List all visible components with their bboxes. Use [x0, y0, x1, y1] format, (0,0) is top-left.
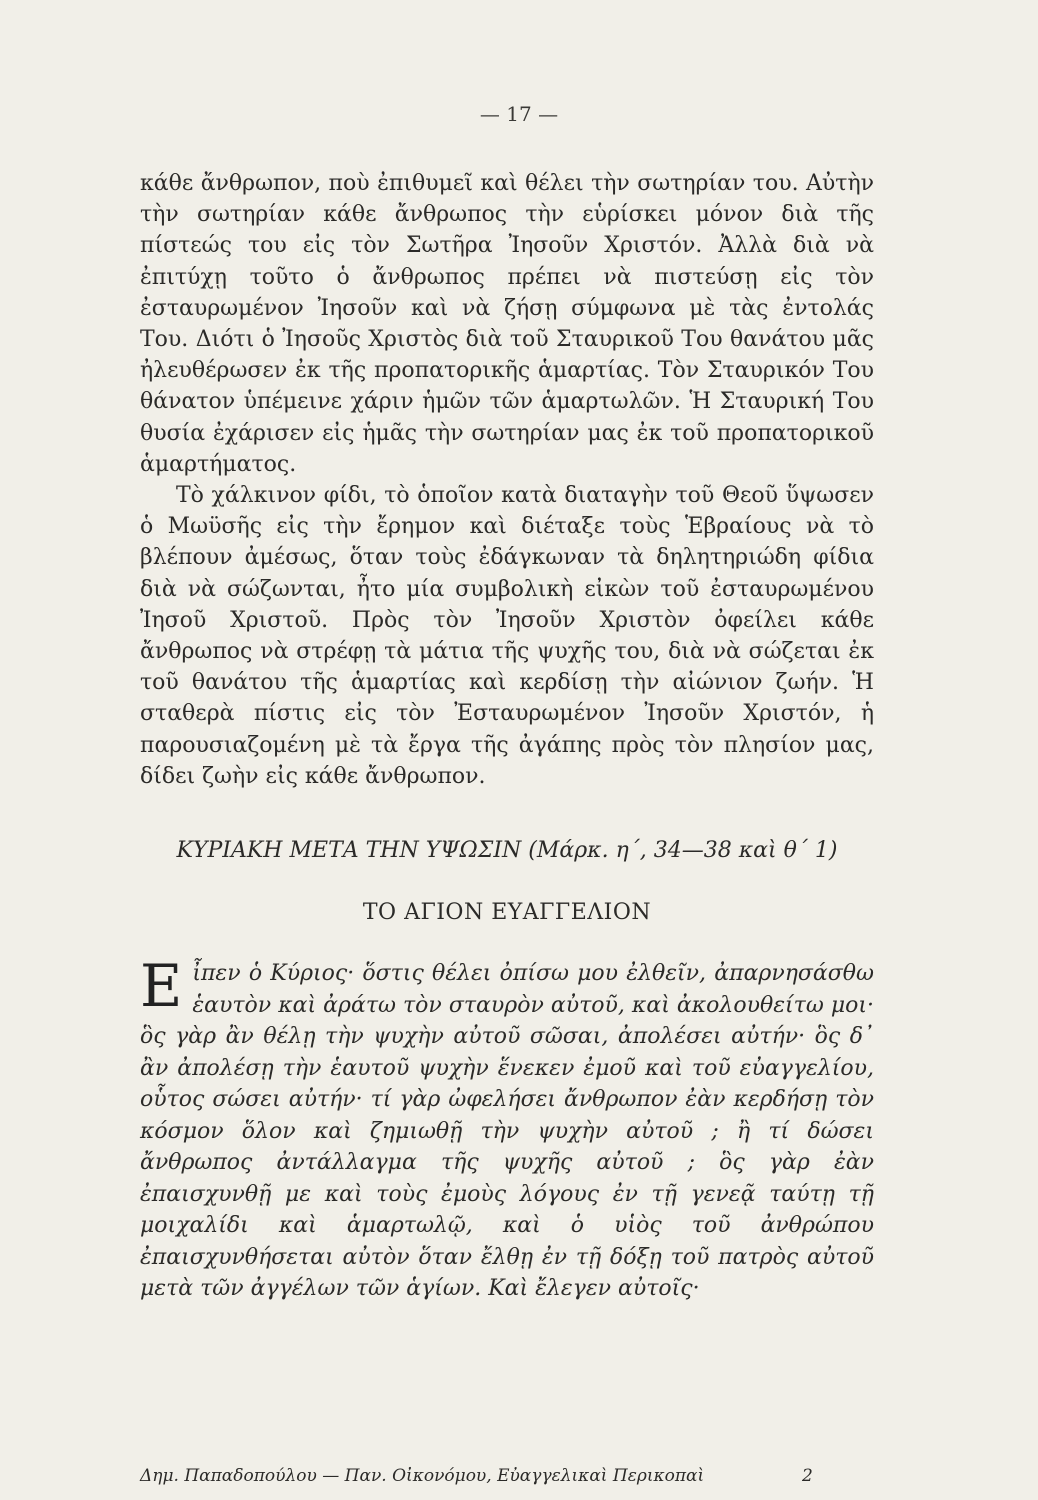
section-title: ΤΟ ΑΓΙΟΝ ΕΥΑΓΓΕΛΙΟΝ: [362, 900, 652, 925]
footer-credit: Δημ. Παπαδοπούλου — Παν. Οἰκονόμου, Εὐαγγελικαὶ Περικοπαὶ: [140, 1466, 705, 1486]
paragraph: Τὸ χάλκινον φίδι, τὸ ὁποῖον κατὰ διαταγὴν τοῦ Θεοῦ ὕψωσεν ὁ Μωϋσῆς εἰς τὴν ἔρημον καὶ διέταξε τοὺς Ἑβραίους νὰ τὸ βλέπουν ἀμέσως, ὅταν τοὺς ἐδάγκωναν τὰ δηλητηριώδη φίδια διὰ νὰ σώζωνται, ἦτο μία συμβολικὴ εἰκὼν τοῦ ἐσταυρωμένου Ἰησοῦ Χριστοῦ. Πρὸς τὸν Ἰησοῦν Χριστὸν ὀφείλει κάθε ἄνθρωπος νὰ στρέφῃ τὰ μάτια τῆς ψυχῆς του, διὰ νὰ σώζεται ἐκ τοῦ θανάτου τῆς ἁμαρτίας καὶ κερδίσῃ τὴν αἰώνιον ζωήν. Ἡ σταθερὰ πίστις εἰς τὸν Ἐσταυρωμένον Ἰησοῦν Χριστόν, ἡ παρουσιαζομένη μὲ τὰ ἔργα τῆς ἀγάπης πρὸς τὸν πλησίον μας, δίδει ζωὴν εἰς κάθε ἄνθρωπον.: [140, 483, 874, 789]
body-text: [140, 168, 874, 792]
page-number: — 17 —: [479, 102, 559, 126]
gospel-text: ἶπεν ὁ Κύριος· ὅστις θέλει ὀπίσω μου ἐλθεῖν, ἀπαρνησάσθω ἑαυτὸν καὶ ἀράτω τὸν σταυρὸν αὐτοῦ, καὶ ἀκολουθείτω μοι· ὃς γὰρ ἂν θέλῃ τὴν ψυχὴν αὐτοῦ σῶσαι, ἀπολέσει αὐτήν· ὃς δ᾽ ἂν ἀπολέσῃ τὴν ἑαυτοῦ ψυχὴν ἕνεκεν ἐμοῦ καὶ τοῦ εὐαγγελίου, οὗτος σώσει αὐτήν· τί γὰρ ὠφελήσει ἄνθρωπον ἐὰν κερδήσῃ τὸν κόσμον ὅλον καὶ ζημιωθῇ τὴν ψυχὴν αὐτοῦ ; ἢ τί δώσει ἄνθρωπος ἀντάλλαγμα τῆς ψυχῆς αὐτοῦ ; ὃς γὰρ ἐὰν ἐπαισχυνθῇ με καὶ τοὺς ἐμοὺς λόγους ἐν τῇ γενεᾷ ταύτῃ τῇ μοιχαλίδι καὶ ἁμαρτωλῷ, καὶ ὁ υἱὸς τοῦ ἀνθρώπου ἐπαισχυνθήσεται αὐτὸν ὅταν ἔλθῃ ἐν τῇ δόξῃ τοῦ πατρὸς αὐτοῦ μετὰ τῶν ἀγγέλων τῶν ἁγίων. Καὶ ἔλεγεν αὐτοῖς·: [140, 961, 874, 1301]
drop-cap: Ε: [140, 952, 183, 1020]
gospel-passage: [140, 952, 874, 1305]
paragraph: κάθε ἄνθρωπον, ποὺ ἐπιθυμεῖ καὶ θέλει τὴν σωτηρίαν του. Αὐτὴν τὴν σωτηρίαν κάθε ἄνθρωπος τὴν εὑρίσκει μόνον διὰ τῆς πίστεώς του εἰς τὸν Σωτῆρα Ἰησοῦν Χριστόν. Ἀλλὰ διὰ νὰ ἐπιτύχῃ τοῦτο ὁ ἄνθρωπος πρέπει νὰ πιστεύσῃ εἰς τὸν ἐσταυρωμένον Ἰησοῦν καὶ νὰ ζήσῃ σύμφωνα μὲ τὰς ἐντολάς Του. Διότι ὁ Ἰησοῦς Χριστὸς διὰ τοῦ Σταυρικοῦ Του θανάτου μᾶς ἠλευθέρωσεν ἐκ τῆς προπατορικῆς ἁμαρτίας. Τὸν Σταυρικόν Του θάνατον ὑπέμεινε χάριν ἡμῶν τῶν ἁμαρτωλῶν. Ἡ Σταυρική Του θυσία ἐχάρισεν εἰς ἡμᾶς τὴν σωτηρίαν μας ἐκ τοῦ προπατορικοῦ ἁμαρτήματος.: [140, 171, 874, 477]
signature-mark: 2: [802, 1466, 813, 1486]
section-heading: ΚΥΡΙΑΚΗ ΜΕΤΑ ΤΗΝ ΥΨΩΣΙΝ (Μάρκ. η΄, 34—38 καὶ θ΄ 1): [176, 838, 838, 863]
